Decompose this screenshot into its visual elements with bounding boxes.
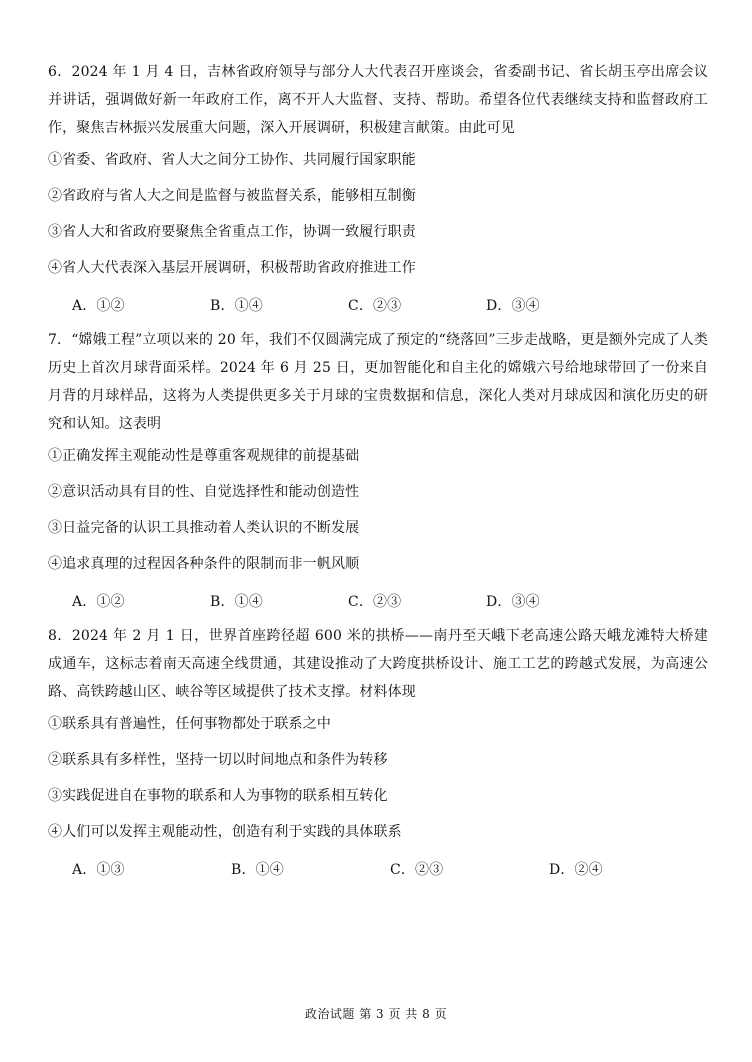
question-8-option-b[interactable]: B．①④ [231, 862, 284, 878]
question-8-statement-1: ①联系具有普遍性，任何事物都处于联系之中 [48, 716, 331, 732]
question-6-options [48, 286, 708, 326]
question-8-options [48, 850, 708, 890]
question-6-statement-4: ④省人大代表深入基层开展调研，积极帮助省政府推进工作 [48, 260, 416, 276]
question-8-option-a[interactable]: A．①③ [72, 862, 125, 878]
question-6-stem: 6．2024 年 1 月 4 日，吉林省政府领导与部分人大代表召开座谈会，省委副书记、省长胡玉亭出席会议并讲话，强调做好新一年政府工作，离不开人大监督、支持、帮助。希望各位代表继续支持和监督政府工作，聚焦吉林振兴发展重大问题，深入开展调研，积极建言献策。由此可见 [48, 64, 708, 136]
question-8-option-d[interactable]: D．②④ [549, 862, 603, 878]
question-6-statement-2: ②省政府与省人大之间是监督与被监督关系，能够相互制衡 [48, 188, 416, 204]
question-7-option-d[interactable]: D．③④ [486, 594, 540, 610]
question-6-option-b[interactable]: B．①④ [210, 298, 263, 314]
question-list [48, 58, 708, 890]
question-8-statement-3: ③实践促进自在事物的联系和人为事物的联系相互转化 [48, 788, 388, 804]
question-7-stem: 7．“嫦娥工程”立项以来的 20 年，我们不仅圆满完成了预定的“绕落回”三步走战略，更是额外完成了人类历史上首次月球背面采样。2024 年 6 月 25 日，更加智能化和自主化的嫦娥六号给地球带回了一份来自月背的月球样品，这将为人类提供更多关于月球的宝贵数据和信息，深化人类对月球成因和演化历史的研究和认知。这表明 [48, 332, 708, 432]
question-7-statement-1: ①正确发挥主观能动性是尊重客观规律的前提基础 [48, 448, 360, 464]
question-7 [48, 326, 708, 622]
question-8-option-c[interactable]: C．②③ [390, 862, 444, 878]
question-6-option-d[interactable]: D．③④ [486, 298, 540, 314]
question-6-option-a[interactable]: A．①② [72, 298, 125, 314]
question-7-option-b[interactable]: B．①④ [210, 594, 263, 610]
question-6-option-c[interactable]: C．②③ [348, 298, 402, 314]
question-6-statement-1: ①省委、省政府、省人大之间分工协作、共同履行国家职能 [48, 152, 416, 168]
question-8-statement-2: ②联系具有多样性，坚持一切以时间地点和条件为转移 [48, 752, 388, 768]
question-6 [48, 58, 708, 326]
question-7-statement-4: ④追求真理的过程因各种条件的限制而非一帆风顺 [48, 556, 360, 572]
question-7-option-c[interactable]: C．②③ [348, 594, 402, 610]
question-6-statement-3: ③省人大和省政府要聚焦全省重点工作，协调一致履行职责 [48, 224, 416, 240]
question-8-stem: 8．2024 年 2 月 1 日，世界首座跨径超 600 米的拱桥——南丹至天峨下老高速公路天峨龙滩特大桥建成通车，这标志着南天高速全线贯通，其建设推动了大跨度拱桥设计、施工工艺的跨越式发展，为高速公路、高铁跨越山区、峡谷等区域提供了技术支撑。材料体现 [48, 628, 708, 700]
question-7-option-a[interactable]: A．①② [72, 594, 125, 610]
question-8 [48, 622, 708, 890]
page-footer: 政治试题 第 3 页 共 8 页 [304, 1007, 448, 1021]
question-7-options [48, 582, 708, 622]
question-8-statement-4: ④人们可以发挥主观能动性，创造有利于实践的具体联系 [48, 824, 402, 840]
question-7-statement-2: ②意识活动具有目的性、自觉选择性和能动创造性 [48, 484, 360, 500]
question-7-statement-3: ③日益完备的认识工具推动着人类认识的不断发展 [48, 520, 360, 536]
